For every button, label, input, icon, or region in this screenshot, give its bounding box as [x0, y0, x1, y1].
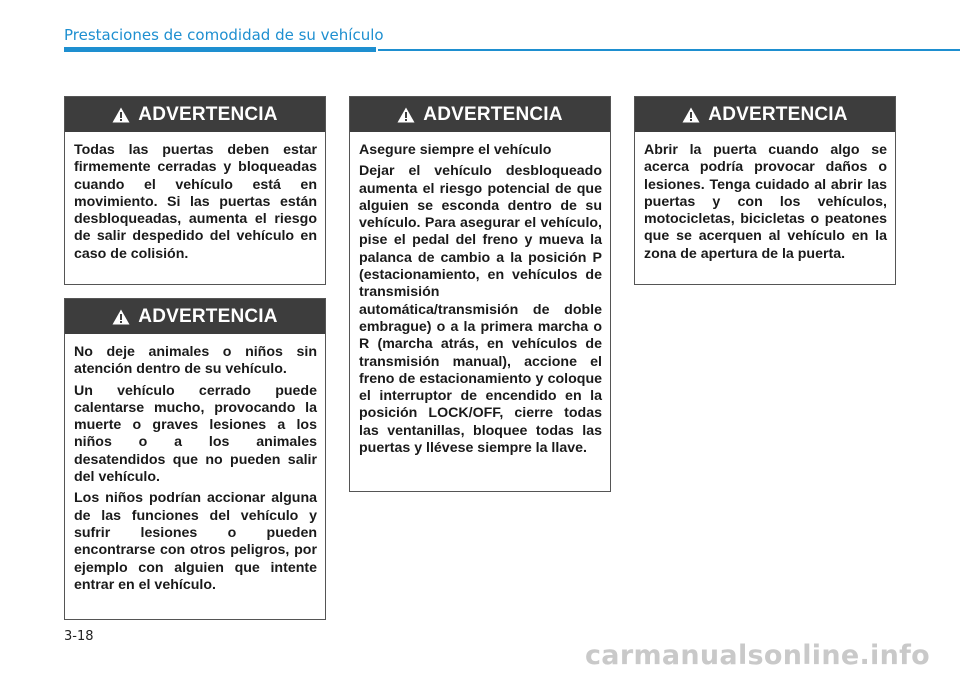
section-title: Prestaciones de comodidad de su vehículo: [64, 26, 384, 44]
warning-box-door-opening: [634, 96, 896, 285]
warning-header: [65, 299, 325, 334]
warning-header: [350, 97, 610, 132]
header-rule-accent: [64, 47, 376, 52]
page-number: 3-18: [64, 629, 94, 644]
warning-box-children-animals: [64, 298, 326, 620]
warning-header: [65, 97, 325, 132]
warning-triangle-icon: [397, 107, 415, 123]
warning-text: Abrir la puerta cuando algo se acerca podría provocar daños o lesiones. Tenga cuidado al abrir las puertas y con los vehículos, motocicletas, bicicletas o peatones que se acerquen al vehículo en la zona de apertura de la puerta.: [644, 142, 887, 262]
warning-text: Un vehículo cerrado puede calentarse mucho, provocando la muerte o graves lesiones a los niños o a los animales desatendidos que no pueden salir del vehículo.: [74, 382, 317, 486]
warning-text: Dejar el vehículo desbloqueado aumenta el riesgo potencial de que alguien se esconda dentro de su vehículo. Para asegurar el vehículo, pise el pedal del freno y mueva la palanca de cambio a la posición P (estacionamiento, en vehículos de transmisión automática/transmisión de doble embrague) o a la primera marcha o R (marcha atrás, en vehículos de transmisión manual), accione el freno de estacionamiento y coloque el interruptor de encendido en la posición LOCK/OFF, cierre todas las ventanillas, bloquee todas las puertas y llévese siempre la llave.: [359, 163, 602, 457]
warning-heading: ADVERTENCIA: [423, 103, 563, 125]
warning-heading: ADVERTENCIA: [138, 103, 278, 125]
warning-body: [350, 132, 610, 471]
warning-heading: ADVERTENCIA: [138, 305, 278, 327]
warning-text: Los niños podrían accionar alguna de las funciones del vehículo y sufrir lesiones o pueden encontrarse con otros peligros, por ejemplo con alguien que intente entrar en el vehículo.: [74, 490, 317, 593]
warning-heading: ADVERTENCIA: [708, 103, 848, 125]
warning-box-doors-closed: [64, 96, 326, 285]
header-rule: [378, 49, 960, 51]
watermark: carmanualsonline.info: [585, 640, 931, 671]
warning-header: [635, 97, 895, 132]
warning-text: Todas las puertas deben estar firmemente cerradas y bloqueadas cuando el vehículo está en movimiento. Si las puertas están desbloqueadas, aumenta el riesgo de salir despedido del vehículo en caso de colisión.: [74, 142, 317, 262]
warning-triangle-icon: [112, 309, 130, 325]
warning-box-secure-vehicle: [349, 96, 611, 492]
warning-body: [635, 132, 895, 277]
warning-body: [65, 334, 325, 608]
warning-triangle-icon: [112, 107, 130, 123]
warning-triangle-icon: [682, 107, 700, 123]
warning-body: [65, 132, 325, 277]
warning-text: No deje animales o niños sin atención dentro de su vehículo.: [74, 344, 317, 378]
warning-text: Asegure siempre el vehículo: [359, 142, 552, 158]
